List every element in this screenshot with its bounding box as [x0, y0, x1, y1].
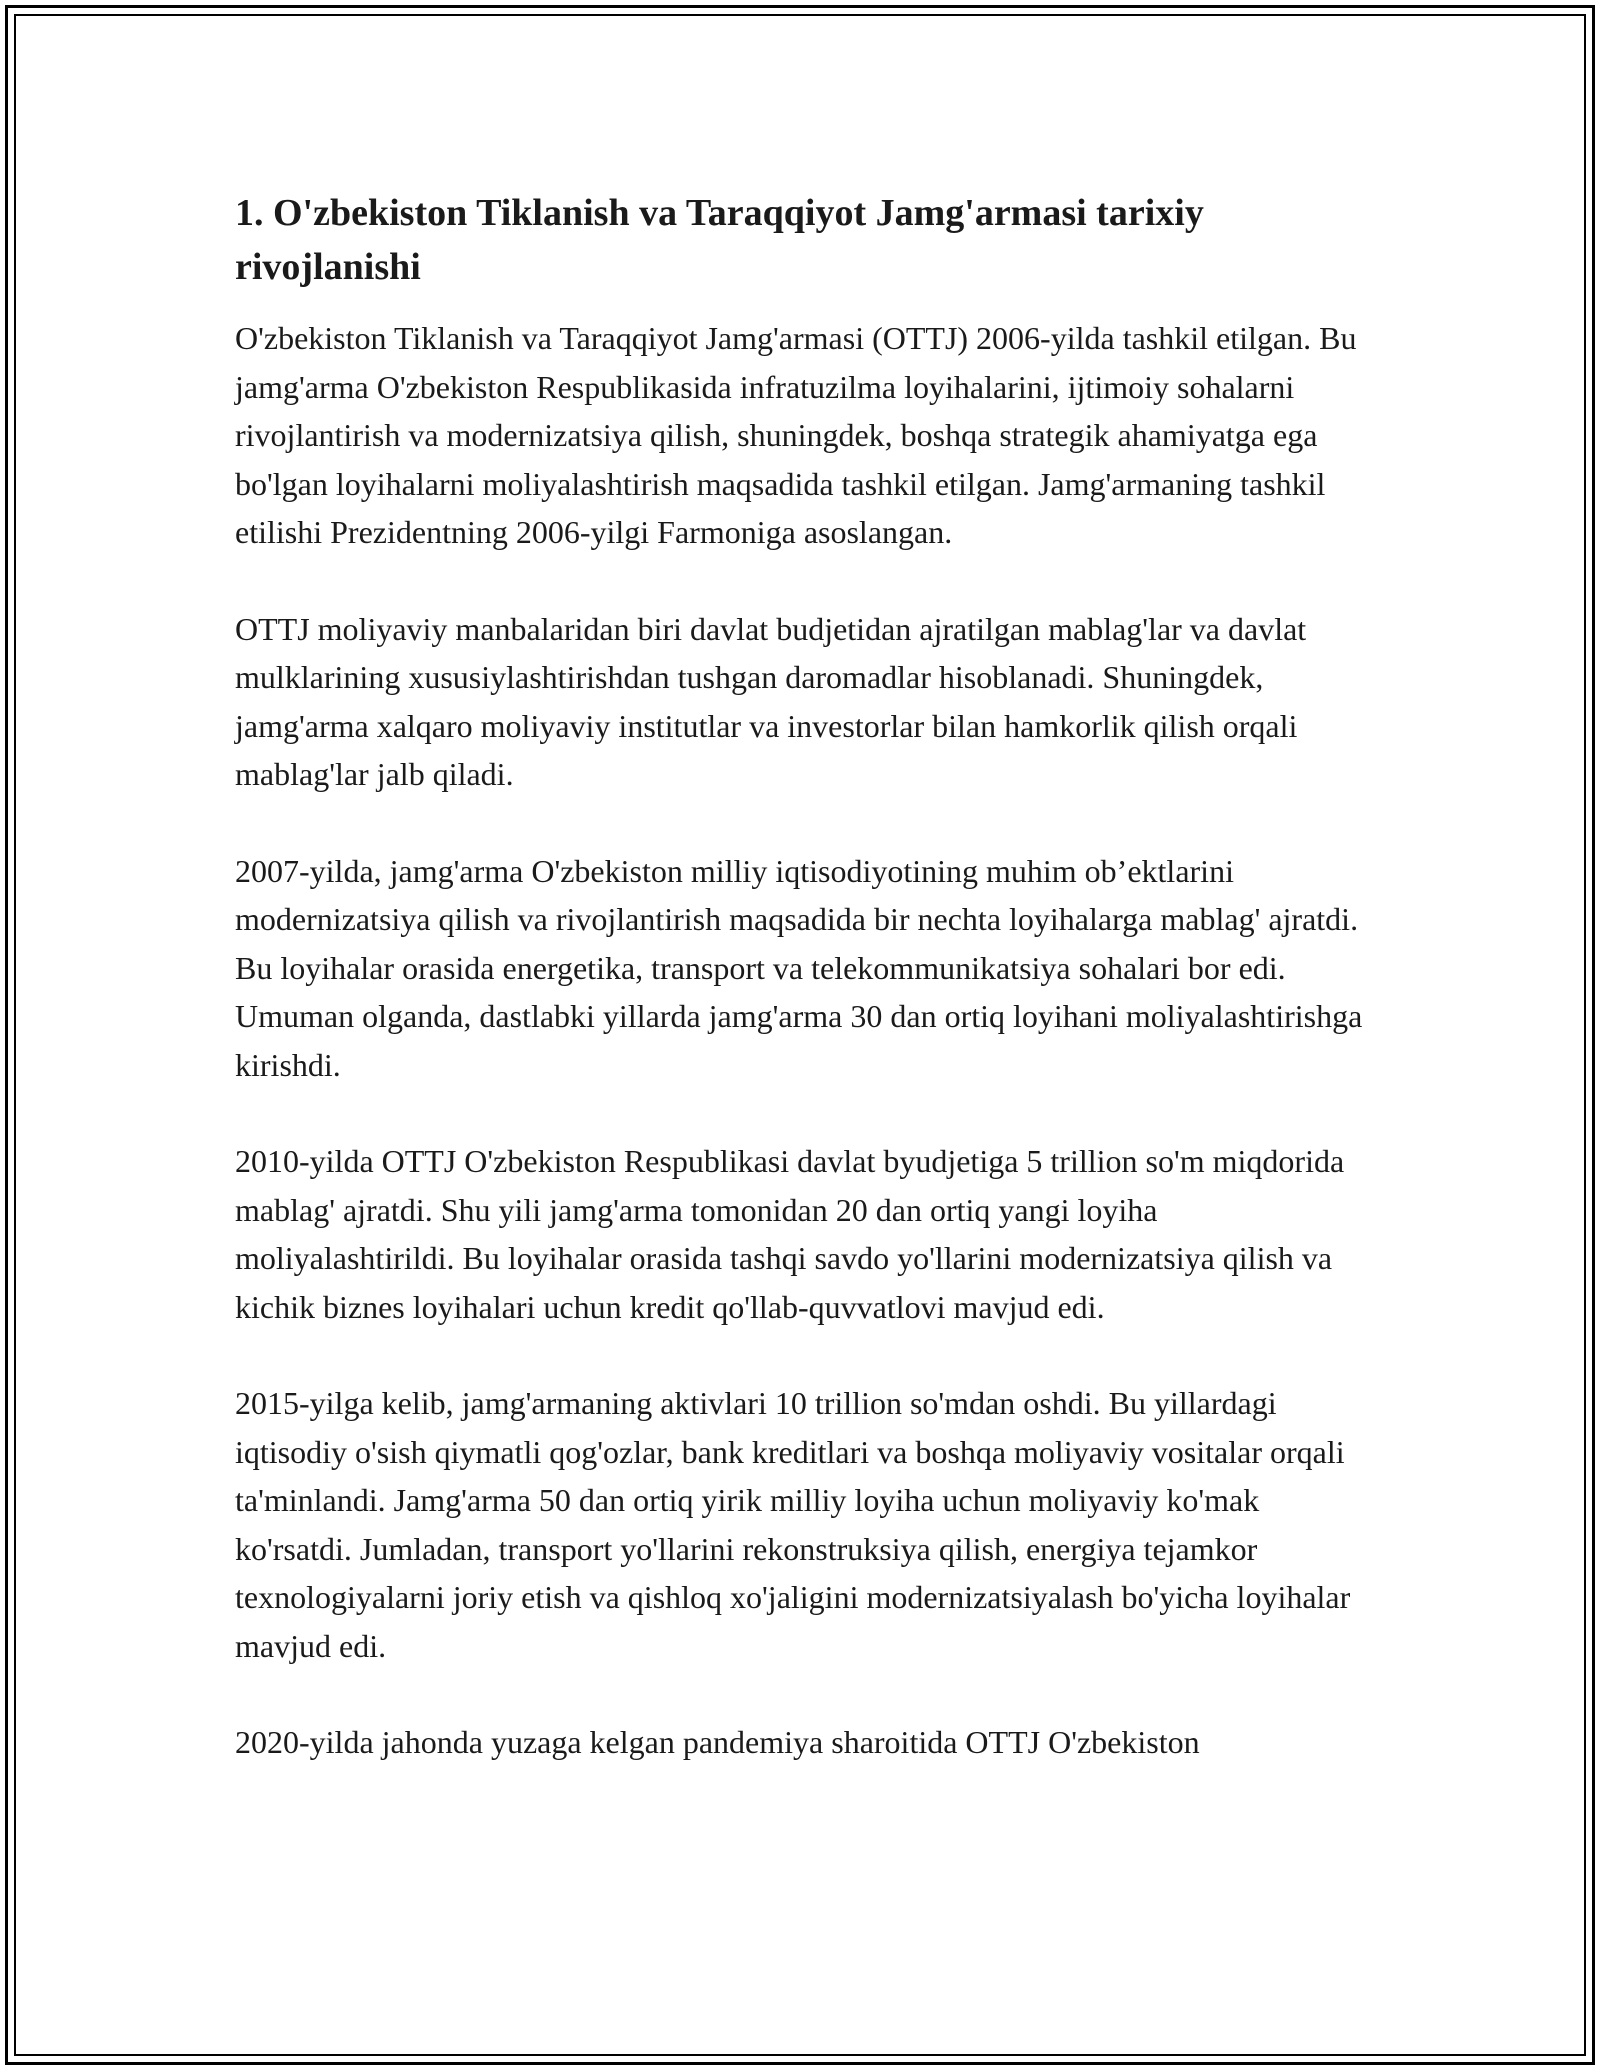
- paragraph-2020: 2020-yilda jahonda yuzaga kelgan pandemiya sharoitida OTTJ O'zbekiston: [235, 1724, 1200, 1760]
- paragraph-2010: 2010-yilda OTTJ O'zbekiston Respublikasi davlat byudjetiga 5 trillion so'm miqdorida mablag' ajratdi. Shu yili jamg'arma tomonidan 20 dan ortiq yangi loyiha moliyalashtirildi. Bu loyihalar orasida tashqi savdo yo'llarini modernizatsiya qilish va kichik biznes loyihalari uchun kredit qo'llab-quvvatlovi mavjud edi.: [235, 1143, 1345, 1325]
- paragraph-2015: 2015-yilga kelib, jamg'armaning aktivlari 10 trillion so'mdan oshdi. Bu yillardagi iqtisodiy o'sish qiymatli qog'ozlar, bank kreditlari va boshqa moliyaviy vositalar orqali ta'minlandi. Jamg'arma 50 dan ortiq yirik milliy loyiha uchun moliyaviy ko'mak ko'rsatdi. Jumladan, transport yo'llarini rekonstruksiya qilish, energiya tejamkor texnologiyalarni joriy etish va qishloq xo'jaligini modernizatsiyalash bo'yicha loyihalar mavjud edi.: [235, 1385, 1351, 1664]
- paragraph-funding-sources: OTTJ moliyaviy manbalaridan biri davlat budjetidan ajratilgan mablag'lar va davlat mulklarining xususiylashtirishdan tushgan daromadlar hisoblanadi. Shuningdek, jamg'arma xalqaro moliyaviy institutlar va investorlar bilan hamkorlik qilish orqali mablag'lar jalb qiladi.: [235, 610, 1307, 792]
- document-body: [235, 186, 1375, 1815]
- section-heading: 1. O'zbekiston Tiklanish va Taraqqiyot Jamg'armasi tarixiy rivojlanishi: [235, 192, 1204, 288]
- paragraph-founding: O'zbekiston Tiklanish va Taraqqiyot Jamg'armasi (OTTJ) 2006-yilda tashkil etilgan. Bu jamg'arma O'zbekiston Respublikasida infratuzilma loyihalarini, ijtimoiy sohalarni rivojlantirish va modernizatsiya qilish, shuningdek, boshqa strategik ahamiyatga ega bo'lgan loyihalarni moliyalashtirish maqsadida tashkil etilgan. Jamg'armaning tashkil etilishi Prezidentning 2006-yilgi Farmoniga asoslangan.: [235, 320, 1357, 550]
- paragraph-2007: 2007-yilda, jamg'arma O'zbekiston milliy iqtisodiyotining muhim ob’ektlarini modernizatsiya qilish va rivojlantirish maqsadida bir nechta loyihalarga mablag' ajratdi. Bu loyihalar orasida energetika, transport va telekommunikatsiya sohalari bor edi. Umuman olganda, dastlabki yillarda jamg'arma 30 dan ortiq loyihani moliyalashtirishga kirishdi.: [235, 852, 1363, 1083]
